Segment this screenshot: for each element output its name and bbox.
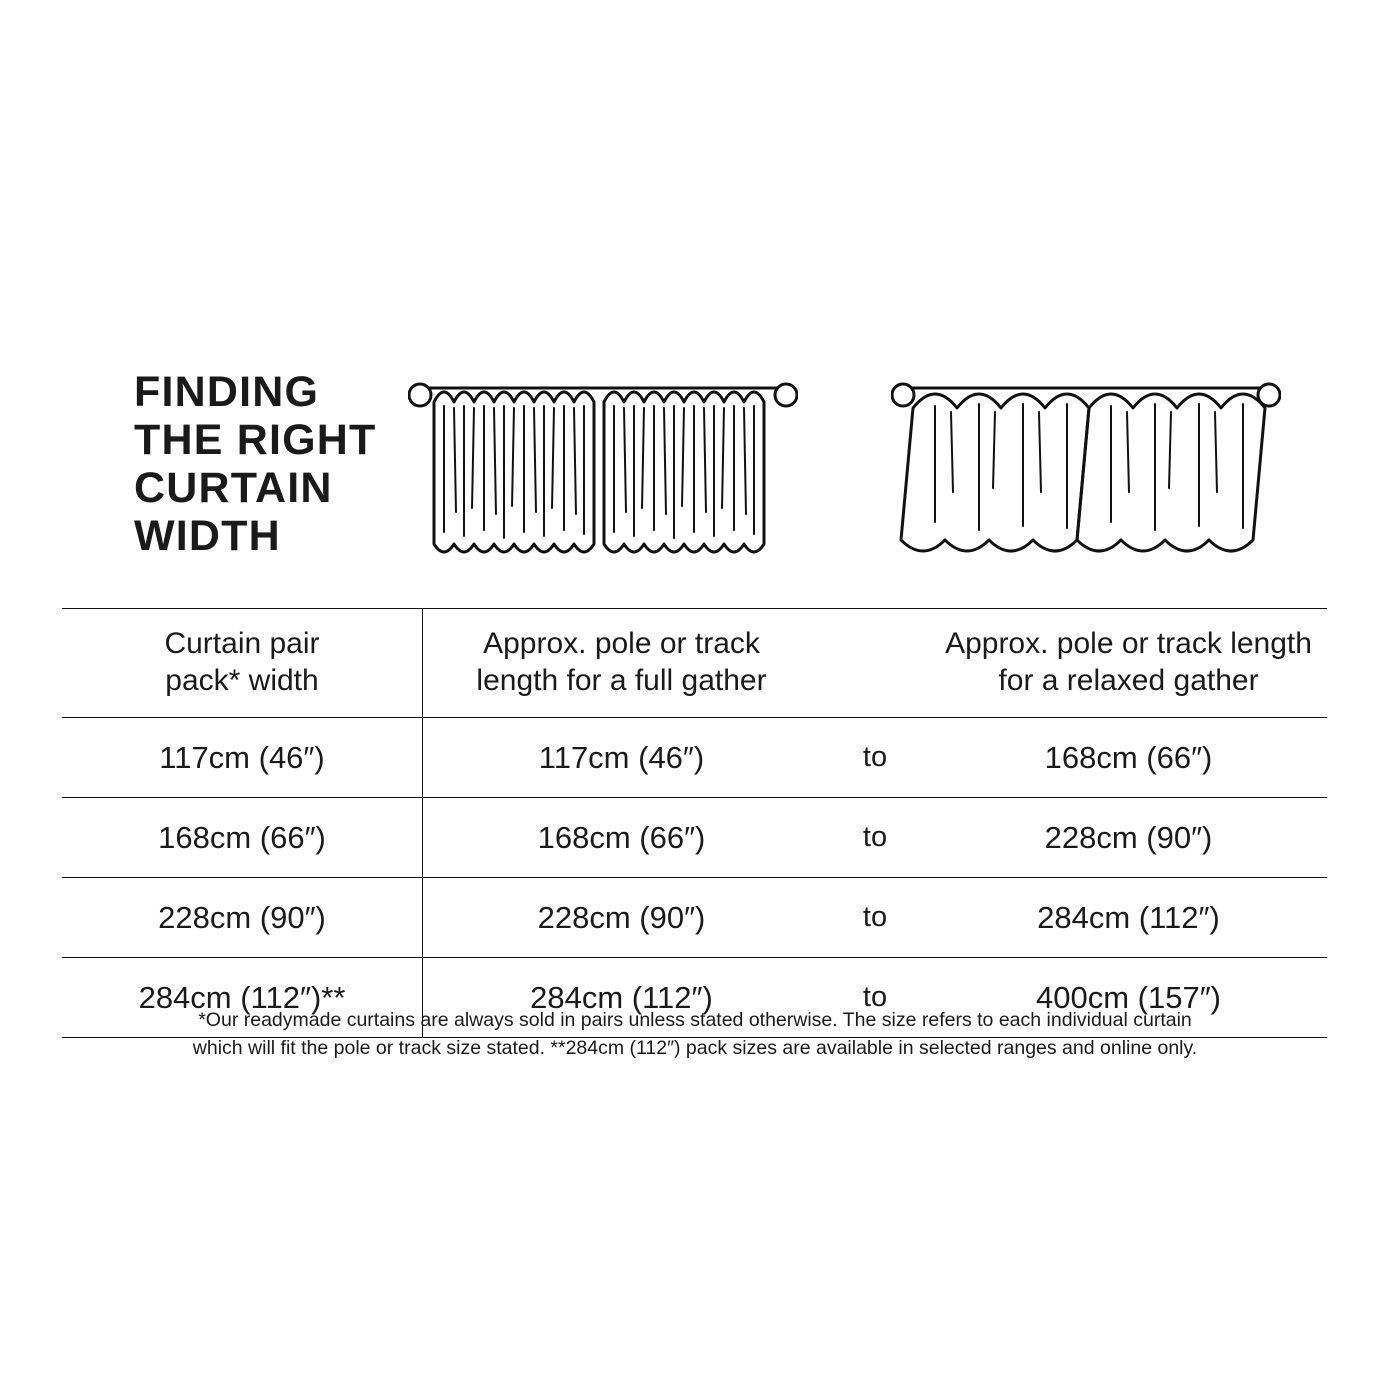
curtain-width-table	[62, 608, 1327, 1038]
header-pack-width-line-1: Curtain pair	[164, 627, 320, 661]
header-pack-width-line-2: pack* width	[165, 664, 319, 697]
cell-full-gather	[423, 820, 820, 856]
value-pack-width: 168cm (66″)	[158, 819, 326, 855]
footnote-line-2: which will fit the pole or track size stated. **284cm (112″) pack sizes are available in selected ranges and online only.	[192, 1037, 1198, 1060]
value-connector: to	[862, 981, 888, 1013]
cell-pack-width	[62, 798, 422, 877]
header-block	[62, 360, 1327, 610]
value-full-gather: 117cm (46″)	[538, 739, 705, 775]
page-title-line-1: FINDING	[134, 368, 320, 416]
row-gather-values	[422, 718, 1327, 797]
illustration-group	[362, 360, 1327, 577]
row-gather-values	[422, 798, 1327, 877]
footnote	[150, 1006, 1240, 1063]
cell-pack-width	[62, 718, 422, 797]
header-full-gather-line-1: Approx. pole or track	[483, 627, 760, 661]
footnote-line-1: *Our readymade curtains are always sold in pairs unless stated otherwise. The size refers to each individual curtain	[198, 1009, 1192, 1031]
header-relaxed-gather-line-2: for a relaxed gather	[998, 664, 1259, 697]
header-full-gather-line-2: length for a full gather	[476, 664, 767, 697]
header-cell-pack-width	[62, 609, 422, 717]
cell-connector	[820, 821, 930, 854]
table-row	[62, 877, 1327, 957]
page-title	[62, 360, 377, 561]
value-full-gather: 284cm (112″)	[530, 979, 713, 1015]
table-row	[62, 717, 1327, 797]
value-connector: to	[862, 821, 888, 853]
page-title-line-4: WIDTH	[134, 512, 281, 561]
row-gather-values	[422, 878, 1327, 957]
cell-pack-width	[62, 878, 422, 957]
value-relaxed-gather: 228cm (90″)	[1044, 819, 1213, 855]
cell-connector	[820, 741, 930, 774]
value-connector: to	[862, 901, 888, 933]
value-relaxed-gather: 284cm (112″)	[1037, 899, 1220, 935]
page-title-line-2: THE RIGHT	[134, 416, 377, 465]
header-cell-relaxed-gather	[930, 626, 1327, 699]
value-relaxed-gather: 400cm (157″)	[1035, 979, 1221, 1015]
table-header-row	[62, 608, 1327, 717]
header-cell-full-gather	[423, 626, 820, 699]
value-pack-width: 117cm (46″)	[159, 739, 325, 775]
relaxed-gather-curtain-illustration	[891, 362, 1281, 577]
cell-connector	[820, 901, 930, 934]
cell-relaxed-gather	[930, 820, 1327, 856]
page-title-line-3: CURTAIN	[134, 464, 333, 513]
value-full-gather: 228cm (90″)	[537, 899, 706, 935]
cell-relaxed-gather	[930, 740, 1327, 776]
value-relaxed-gather: 168cm (66″)	[1044, 739, 1213, 775]
header-cells-gather	[422, 609, 1327, 717]
value-connector: to	[862, 741, 888, 773]
cell-full-gather	[423, 900, 820, 936]
table-row	[62, 797, 1327, 877]
full-gather-curtain-illustration	[408, 362, 798, 577]
cell-relaxed-gather	[930, 900, 1327, 936]
value-pack-width: 284cm (112″)**	[138, 979, 346, 1015]
value-full-gather: 168cm (66″)	[537, 819, 706, 855]
header-relaxed-gather-line-1: Approx. pole or track length	[945, 627, 1312, 661]
value-pack-width: 228cm (90″)	[158, 899, 326, 935]
cell-full-gather	[423, 740, 820, 776]
